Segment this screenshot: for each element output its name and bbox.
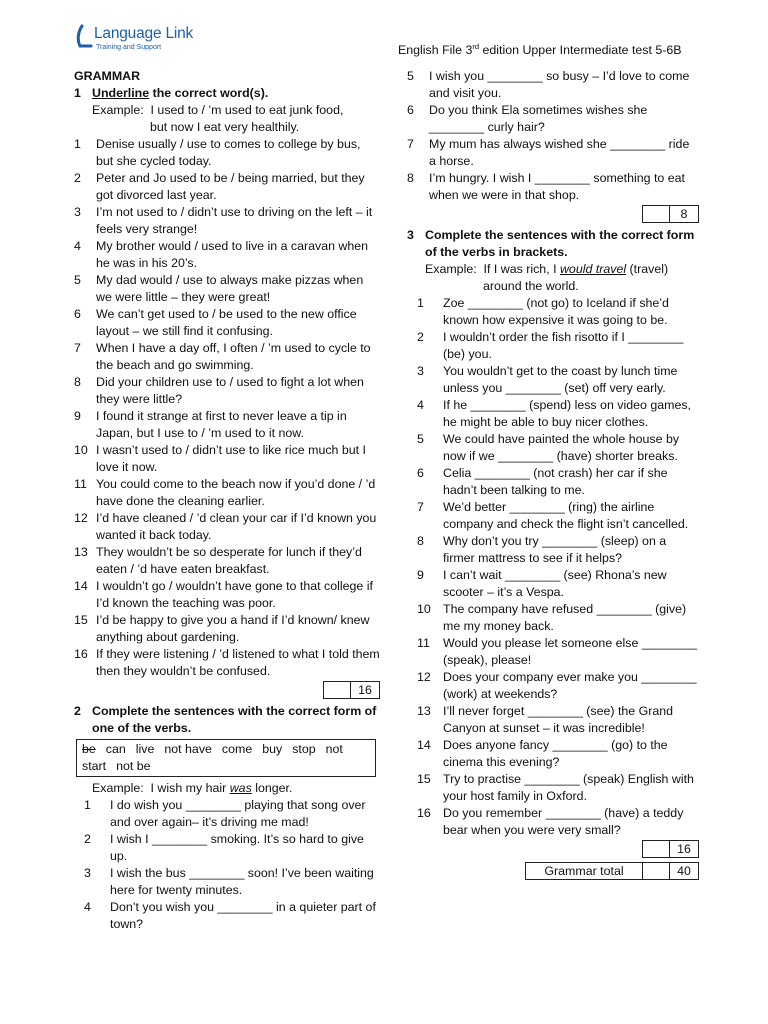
question-item — [407, 102, 699, 136]
question-item — [74, 476, 380, 510]
logo-mark-icon — [74, 24, 94, 50]
question-text: Does your company ever make you ________ (work) at weekends? — [443, 670, 697, 701]
question-text: My brother would / used to live in a caravan when he was in his 20’s. — [96, 239, 369, 270]
question-item — [74, 238, 380, 272]
question-text: If they were listening / ’d listened to what I told them then they wouldn’t be confused. — [96, 647, 380, 678]
question-item — [74, 272, 380, 306]
question-text: I’m hungry. I wish I ________ something to eat when we were in that shop. — [429, 171, 685, 202]
verb-option: come — [221, 742, 253, 756]
verb-option: not start — [82, 742, 343, 773]
question-number: 11 — [74, 477, 87, 491]
question-text: Does anyone fancy ________ (go) to the cinema this evening? — [443, 738, 668, 769]
question-item — [74, 442, 380, 476]
verb-word-box — [76, 739, 376, 777]
question-number: 5 — [407, 69, 414, 83]
question-number: 6 — [407, 103, 414, 117]
question-number: 3 — [84, 866, 91, 880]
question-text: My mum has always wished she ________ ride a horse. — [429, 137, 690, 168]
question-text: Zoe ________ (not go) to Iceland if she’d known how expensive it was going to be. — [443, 296, 669, 327]
question-number: 14 — [417, 738, 431, 752]
question-text: We can’t get used to / be used to the new office layout – we still find it confusing. — [96, 307, 357, 338]
question-item — [407, 533, 699, 567]
question-item — [74, 136, 380, 170]
question-number: 8 — [74, 375, 81, 389]
question-text: If he ________ (spend) less on video games, he might be able to buy nicer clothes. — [443, 398, 691, 429]
question-item — [407, 329, 699, 363]
score-entry-box[interactable] — [323, 681, 351, 699]
question-number: 15 — [74, 613, 88, 627]
score-entry-box[interactable] — [642, 205, 670, 223]
question-text: When I have a day off, I often / ’m used to cycle to the beach and go swimming. — [96, 341, 371, 372]
question-number: 8 — [417, 534, 424, 548]
question-item — [74, 374, 380, 408]
question-item — [407, 567, 699, 601]
question-text: I do wish you ________ playing that song over and over again– it’s driving me mad! — [110, 798, 366, 829]
question-number: 9 — [74, 409, 81, 423]
question-number: 4 — [84, 900, 91, 914]
question-item — [74, 306, 380, 340]
question-number: 6 — [417, 466, 424, 480]
question-text: We could have painted the whole house by now if we ________ (have) shorter breaks. — [443, 432, 680, 463]
question-item — [74, 865, 380, 899]
section-1-items — [74, 136, 380, 680]
question-number: 1 — [417, 296, 424, 310]
section-3-example: Example: If I was rich, I would travel (travel) around the world. — [425, 262, 669, 293]
question-item — [407, 669, 699, 703]
question-item — [407, 363, 699, 397]
question-text: Did your children use to / used to fight a lot when they were little? — [96, 375, 364, 406]
question-text: Why don’t you try ________ (sleep) on a firmer mattress to see if it helps? — [443, 534, 667, 565]
grammar-total: Grammar total 40 — [407, 862, 699, 880]
left-column — [74, 68, 380, 933]
verb-option: live — [135, 742, 155, 756]
question-text: My dad would / use to always make pizzas when we were little – they were great! — [96, 273, 364, 304]
question-item — [407, 771, 699, 805]
test-title: English File 3rd edition Upper Intermediate test 5-6B — [398, 42, 682, 58]
question-text: I wish I ________ smoking. It’s so hard to give up. — [110, 832, 364, 863]
question-text: Peter and Jo used to be / being married, but they got divorced last year. — [96, 171, 365, 202]
question-item — [407, 295, 699, 329]
question-item — [74, 612, 380, 646]
question-number: 4 — [417, 398, 424, 412]
question-item — [407, 465, 699, 499]
question-text: Don’t you wish you ________ in a quieter part of town? — [110, 900, 376, 931]
question-number: 3 — [74, 205, 81, 219]
section-3-score: 16 — [407, 840, 699, 860]
question-item — [74, 170, 380, 204]
verb-option: buy — [262, 742, 283, 756]
question-item — [74, 899, 380, 933]
verb-option: stop — [292, 742, 316, 756]
question-text: I wouldn’t order the fish risotto if I ________ (be) you. — [443, 330, 684, 361]
question-item — [74, 340, 380, 374]
question-text: The company have refused ________ (give) me my money back. — [443, 602, 687, 633]
question-number: 4 — [74, 239, 81, 253]
question-text: Would you please let someone else ________ (speak), please! — [443, 636, 697, 667]
question-item — [74, 646, 380, 680]
question-item — [74, 510, 380, 544]
question-text: I found it strange at first to never leave a tip in Japan, but I use to / ’m used to it now. — [96, 409, 347, 440]
question-text: I’d be happy to give you a hand if I’d known/ knew anything about gardening. — [96, 613, 370, 644]
section-1-example: Example: I used to / ’m used to eat junk food, but now I eat very healthily. — [92, 103, 344, 134]
verb-option: not have — [164, 742, 212, 756]
logo-name: Language Link — [94, 25, 194, 42]
question-number: 7 — [74, 341, 81, 355]
section-2-score: 8 — [407, 205, 699, 225]
question-item — [407, 170, 699, 204]
question-text: I’d have cleaned / ’d clean your car if I’d known you wanted it back today. — [96, 511, 377, 542]
question-item — [74, 797, 380, 831]
question-text: Denise usually / use to comes to college by bus, but she cycled today. — [96, 137, 361, 168]
question-text: Do you remember ________ (have) a teddy bear when you were very small? — [443, 806, 684, 837]
question-number: 1 — [74, 137, 81, 151]
question-text: Celia ________ (not crash) her car if she hadn’t been talking to me. — [443, 466, 668, 497]
question-number: 11 — [417, 636, 430, 650]
question-text: You wouldn’t get to the coast by lunch time unless you ________ (set) off very early. — [443, 364, 678, 395]
section-2-heading: 2 Complete the sentences with the correct form of one of the verbs. — [74, 704, 377, 735]
question-item — [407, 136, 699, 170]
question-number: 16 — [74, 647, 88, 661]
question-item — [407, 68, 699, 102]
question-number: 9 — [417, 568, 424, 582]
question-item — [74, 578, 380, 612]
question-number: 3 — [417, 364, 424, 378]
section-2-items-continued — [407, 68, 699, 204]
question-number: 7 — [417, 500, 424, 514]
section-3-items — [407, 295, 699, 839]
question-number: 16 — [417, 806, 431, 820]
question-number: 8 — [407, 171, 414, 185]
question-number: 10 — [417, 602, 431, 616]
verb-option: not be — [116, 759, 151, 773]
question-text: I wasn’t used to / didn’t use to like rice much but I love it now. — [96, 443, 366, 474]
question-item — [407, 805, 699, 839]
question-number: 5 — [74, 273, 81, 287]
question-item — [407, 635, 699, 669]
question-number: 12 — [417, 670, 431, 684]
question-item — [407, 601, 699, 635]
section-1-score: 16 — [74, 681, 380, 701]
question-text: I’ll never forget ________ (see) the Grand Canyon at sunset – it was incredible! — [443, 704, 674, 735]
question-text: Do you think Ela sometimes wishes she ________ curly hair? — [429, 103, 648, 134]
verb-option: be — [82, 742, 96, 756]
question-number: 10 — [74, 443, 88, 457]
right-column — [407, 68, 699, 880]
question-number: 13 — [417, 704, 431, 718]
question-number: 15 — [417, 772, 431, 786]
question-number: 1 — [84, 798, 91, 812]
question-item — [407, 499, 699, 533]
question-number: 2 — [417, 330, 424, 344]
section-3-heading: 3 Complete the sentences with the correct form of the verbs in brackets. — [407, 228, 695, 259]
question-text: I can’t wait ________ (see) Rhona’s new scooter – it’s a Vespa. — [443, 568, 667, 599]
question-text: They wouldn’t be so desperate for lunch if they’d eaten / ’d have eaten breakfast. — [96, 545, 362, 576]
question-item — [407, 737, 699, 771]
question-item — [74, 544, 380, 578]
language-link-logo — [74, 22, 204, 56]
grammar-heading: GRAMMAR — [74, 69, 141, 83]
question-number: 5 — [417, 432, 424, 446]
question-number: 2 — [84, 832, 91, 846]
question-number: 2 — [74, 171, 81, 185]
section-2-items — [74, 797, 380, 933]
logo-tagline: Training and Support — [96, 44, 162, 51]
question-number: 7 — [407, 137, 414, 151]
question-text: I wouldn’t go / wouldn’t have gone to that college if I’d known the teaching was poor. — [96, 579, 373, 610]
section-2-example: Example: I wish my hair was longer. — [92, 781, 293, 795]
question-text: I wish the bus ________ soon! I’ve been waiting here for twenty minutes. — [110, 866, 374, 897]
question-number: 6 — [74, 307, 81, 321]
verb-option: can — [105, 742, 126, 756]
question-number: 12 — [74, 511, 88, 525]
question-text: You could come to the beach now if you’d done / ’d have done the cleaning earlier. — [96, 477, 376, 508]
question-item — [407, 397, 699, 431]
question-item — [407, 703, 699, 737]
score-entry-box[interactable] — [643, 862, 670, 880]
section-1-heading: 1 Underline the correct word(s). — [74, 86, 269, 100]
question-text: I wish you ________ so busy – I’d love to come and visit you. — [429, 69, 690, 100]
question-number: 13 — [74, 545, 88, 559]
question-item — [407, 431, 699, 465]
question-text: We’d better ________ (ring) the airline company and check the flight isn’t cancelled. — [443, 500, 689, 531]
question-item — [74, 204, 380, 238]
question-item — [74, 408, 380, 442]
question-text: Try to practise ________ (speak) English with your host family in Oxford. — [443, 772, 694, 803]
question-item — [74, 831, 380, 865]
question-text: I’m not used to / didn’t use to driving on the left – it feels very strange! — [96, 205, 373, 236]
question-number: 14 — [74, 579, 88, 593]
score-entry-box[interactable] — [642, 840, 670, 858]
